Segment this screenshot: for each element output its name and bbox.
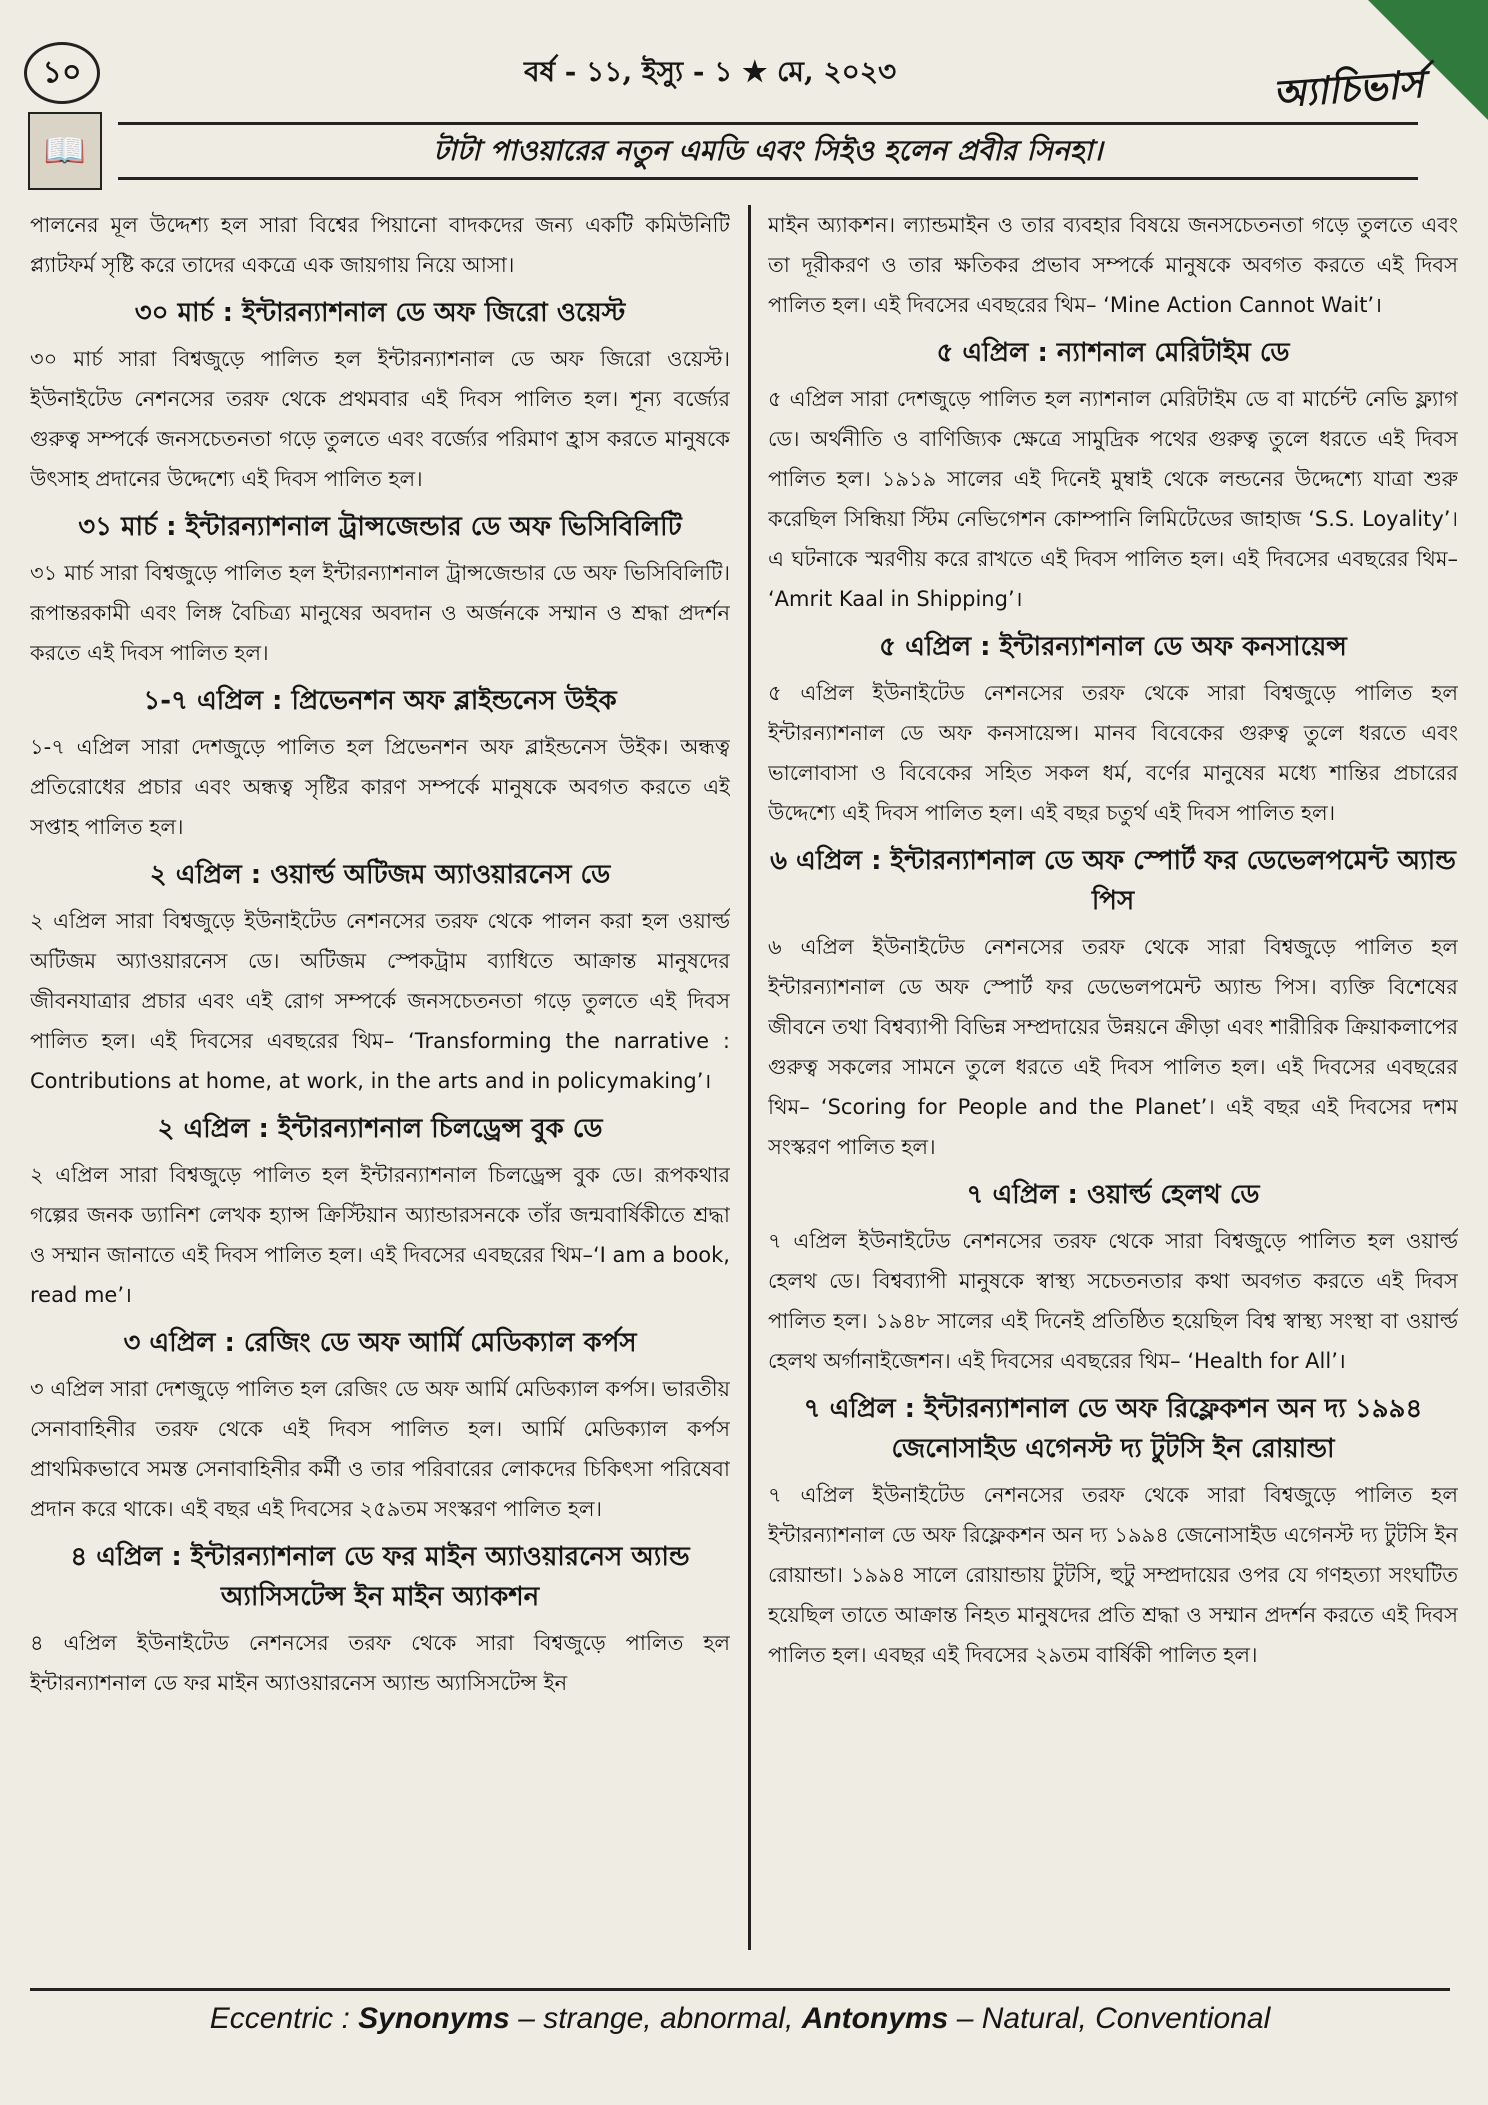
article-heading: ৫ এপ্রিল : ন্যাশনাল মেরিটাইম ডে [936,338,1290,368]
article-heading: ২ এপ্রিল : ওয়ার্ল্ড অটিজম অ্যাওয়ারনেস ডে [149,860,611,890]
article-heading: ৭ এপ্রিল : ইন্টারন্যাশনাল ডে অফ রিফ্লেকশন অন দ্য ১৯৯৪ জেনোসাইড এগেনস্ট দ্য টুটসি ইন রোয়ান্ডা [803,1394,1423,1464]
article-paragraph: ৬ এপ্রিল ইউনাইটেড নেশনসের তরফ থেকে সারা বিশ্বজুড়ে পালিত হল ইন্টারন্যাশনাল ডে অফ স্পোর্ট ফর ডেভেলপমেন্ট অ্যান্ড পিস। ব্যক্তি বিশেষের জীবনে তথা বিশ্বব্যাপী বিভিন্ন সম্প্রদায়ের উন্নয়নে ক্রীড়া এবং শারীরিক ক্রিয়াকলাপের গুরুত্ব সকলের সামনে তুলে ধরতে এই দিবস পালিত হল। এই দিবসের এবছরের থিম– ‘Scoring for People and the Planet’। এই বছর এই দিবসের দশম সংস্করণ পালিত হল। [768,935,1458,1159]
synonyms-values: – strange, abnormal, [509,2002,802,2035]
article-paragraph: ৫ এপ্রিল সারা দেশজুড়ে পালিত হল ন্যাশনাল মেরিটাইম ডে বা মার্চেন্ট নেভি ফ্ল্যাগ ডে। অর্থনীতি ও বাণিজ্যিক ক্ষেত্রে সামুদ্রিক পথের গুরুত্ব তুলে ধরতে এই দিবস পালিত হল। ১৯১৯ সালের এই দিনেই মুম্বাই থেকে লন্ডনের উদ্দেশ্যে যাত্রা শুরু করেছিল সিন্ধিয়া স্টিম নেভিগেশন কোম্পানি লিমিটেডের জাহাজ ‘S.S. Loyality’। এ ঘটনাকে স্মরণীয় করে রাখতে এই দিবস পালিত হল। এই দিবসের এবছরের থিম– ‘Amrit Kaal in Shipping’। [768,387,1458,611]
article-paragraph: ১-৭ এপ্রিল সারা দেশজুড়ে পালিত হল প্রিভেনশন অফ ব্লাইন্ডনেস উইক। অন্ধত্ব প্রতিরোধের প্রচার এবং অন্ধত্ব সৃষ্টির কারণ সম্পর্কে মানুষকে অবগত করতে এই সপ্তাহ পালিত হল। [30,735,730,839]
article-heading: ৭ এপ্রিল : ওয়ার্ল্ড হেলথ ডে [966,1180,1260,1210]
article-heading: ৪ এপ্রিল : ইন্টারন্যাশনাল ডে ফর মাইন অ্যাওয়ারনেস অ্যান্ড অ্যাসিসটেন্স ইন মাইন অ্যাকশন [70,1542,690,1612]
page-number: ১০ [24,42,100,104]
article-heading: ৫ এপ্রিল : ইন্টারন্যাশনাল ডে অফ কনসায়েন্স [879,632,1347,662]
right-column [768,205,1458,1950]
article-paragraph: ৫ এপ্রিল ইউনাইটেড নেশনসের তরফ থেকে সারা বিশ্বজুড়ে পালিত হল ইন্টারন্যাশনাল ডে অফ কনসায়েন্স। মানব বিবেকের গুরুত্ব তুলে ধরতে এবং ভালোবাসা ও বিবেকের সহিত সকল ধর্ম, বর্ণের মানুষের মধ্যে শান্তির প্রচারের উদ্দেশ্যে এই দিবস পালিত হল। এই বছর চতুর্থ এই দিবস পালিত হল। [768,681,1458,825]
page-header [24,38,1444,117]
article-paragraph: ৭ এপ্রিল ইউনাইটেড নেশনসের তরফ থেকে সারা বিশ্বজুড়ে পালিত হল ইন্টারন্যাশনাল ডে অফ রিফ্লেকশন অন দ্য ১৯৯৪ জেনোসাইড এগেনস্ট দ্য টুটসি ইন রোয়ান্ডা। ১৯৯৪ সালে রোয়ান্ডায় টুটসি, হুটু সম্প্রদায়ের ওপর যে গণহত্যা সংঘটিত হয়েছিল তাতে আক্রান্ত নিহত মানুষদের প্রতি শ্রদ্ধা ও সম্মান প্রদর্শন করতে এই দিবস পালিত হল। এবছর এই দিবসের ২৯তম বার্ষিকী পালিত হল। [768,1483,1458,1667]
article-paragraph: ৪ এপ্রিল ইউনাইটেড নেশনসের তরফ থেকে সারা বিশ্বজুড়ে পালিত হল ইন্টারন্যাশনাল ডে ফর মাইন অ্যাওয়ারনেস অ্যান্ড অ্যাসিসটেন্স ইন [30,1631,730,1695]
news-banner [28,112,1448,186]
vocab-separator: : [333,2002,359,2035]
book-icon: 📖 [28,112,102,190]
article-paragraph: ২ এপ্রিল সারা বিশ্বজুড়ে ইউনাইটেড নেশনসের তরফ থেকে পালন করা হল ওয়ার্ল্ড অটিজম অ্যাওয়ারনেস ডে। অটিজম স্পেকট্রাম ব্যাধিতে আক্রান্ত মানুষদের জীবনযাত্রার প্রচার এবং এই রোগ সম্পর্কে জনসচেতনতা গড়ে তুলতে এই দিবস পালিত হল। এই দিবসের এবছরের থিম– ‘Transforming the narrative : Contributions at home, at work, in the arts and in policymaking’। [30,909,730,1093]
article-heading: ৩০ মার্চ : ইন্টারন্যাশনাল ডে অফ জিরো ওয়েস্ট [134,298,626,328]
article-paragraph: ২ এপ্রিল সারা বিশ্বজুড়ে পালিত হল ইন্টারন্যাশনাল চিলড্রেন্স বুক ডে। রূপকথার গল্পের জনক ড্যানিশ লেখক হ্যান্স ক্রিস্টিয়ান অ্যান্ডারসনকে তাঁর জন্মবার্ষিকীতে শ্রদ্ধা ও সম্মান জানাতে এই দিবস পালিত হল। এই দিবসের এবছরের থিম–‘I am a book, read me’। [30,1163,730,1307]
issue-info: বর্ষ - ১১, ইস্যু - ১ ★ মে, ২০২৩ [524,55,897,88]
synonyms-label: Synonyms [358,2002,510,2035]
article-paragraph: ৩০ মার্চ সারা বিশ্বজুড়ে পালিত হল ইন্টারন্যাশনাল ডে অফ জিরো ওয়েস্ট। ইউনাইটেড নেশনসের তরফ থেকে প্রথমবার এই দিবস পালিত হল। শূন্য বর্জ্যের গুরুত্ব সম্পর্কে জনসচেতনতা গড়ে তুলতে এবং বর্জ্যের পরিমাণ হ্রাস করতে মানুষকে উৎসাহ প্রদানের উদ্দেশ্যে এই দিবস পালিত হল। [30,347,730,491]
column-divider [748,205,751,1950]
article-heading: ২ এপ্রিল : ইন্টারন্যাশনাল চিলড্রেন্স বুক ডে [157,1114,603,1144]
news-ticker: টাটা পাওয়ারের নতুন এমডি এবং সিইও হলেন প্রবীর সিনহা। [118,122,1418,180]
article-paragraph: পালনের মূল উদ্দেশ্য হল সারা বিশ্বের পিয়ানো বাদকদের জন্য একটি কমিউনিটি প্ল্যাটফর্ম সৃষ্টি করে তাদের একত্রে এক জায়গায় নিয়ে আসা। [30,213,730,277]
article-paragraph: ৭ এপ্রিল ইউনাইটেড নেশনসের তরফ থেকে সারা বিশ্বজুড়ে পালিত হল ওয়ার্ল্ড হেলথ ডে। বিশ্বব্যাপী মানুষকে স্বাস্থ্য সচেতনতার কথা অবগত করতে এই দিবস পালিত হল। ১৯৪৮ সালের এই দিনেই প্রতিষ্ঠিত হয়েছিল বিশ্ব স্বাস্থ্য সংস্থা বা ওয়ার্ল্ড হেলথ অর্গানাইজেশন। এই দিবসের এবছরের থিম– ‘Health for All’। [768,1229,1458,1373]
left-column [30,205,730,1950]
article-paragraph: মাইন অ্যাকশন। ল্যান্ডমাইন ও তার ব্যবহার বিষয়ে জনসচেতনতা গড়ে তুলতে এবং তা দূরীকরণ ও তার ক্ষতিকর প্রভাব সম্পর্কে মানুষকে অবগত করতে এই দিবস পালিত হল। এই দিবসের এবছরের থিম– ‘Mine Action Cannot Wait’। [768,213,1458,317]
antonyms-label: Antonyms [801,2002,949,2035]
antonyms-values: – Natural, Conventional [948,2002,1271,2035]
vocabulary-footer [30,1988,1450,2047]
brand-logo: অ্যাচিভার্স [1271,60,1426,117]
article-paragraph: ৩ এপ্রিল সারা দেশজুড়ে পালিত হল রেজিং ডে অফ আর্মি মেডিক্যাল কর্পস। ভারতীয় সেনাবাহিনীর তরফ থেকে এই দিবস পালিত হল। আর্মি মেডিক্যাল কর্পস প্রাথমিকভাবে সমস্ত সেনাবাহিনীর কর্মী ও তার পরিবারের লোকদের চিকিৎসা পরিষেবা প্রদান করে থাকে। এই বছর এই দিবসের ২৫৯তম সংস্করণ পালিত হল। [30,1377,730,1521]
article-heading: ১-৭ এপ্রিল : প্রিভেনশন অফ ব্লাইন্ডনেস উইক [143,686,617,716]
article-heading: ৩১ মার্চ : ইন্টারন্যাশনাল ট্রান্সজেন্ডার ডে অফ ভিসিবিলিটি [78,512,682,542]
article-heading: ৩ এপ্রিল : রেজিং ডে অফ আর্মি মেডিক্যাল কর্পস [123,1328,637,1358]
article-heading: ৬ এপ্রিল : ইন্টারন্যাশনাল ডে অফ স্পোর্ট ফর ডেভেলপমেন্ট অ্যান্ড পিস [770,846,1456,916]
article-paragraph: ৩১ মার্চ সারা বিশ্বজুড়ে পালিত হল ইন্টারন্যাশনাল ট্রান্সজেন্ডার ডে অফ ভিসিবিলিটি। রূপান্তরকামী এবং লিঙ্গ বৈচিত্র্য মানুষের অবদান ও অর্জনকে সম্মান ও শ্রদ্ধা প্রদর্শন করতে এই দিবস পালিত হল। [30,561,730,665]
vocab-word: Eccentric [209,2002,334,2035]
